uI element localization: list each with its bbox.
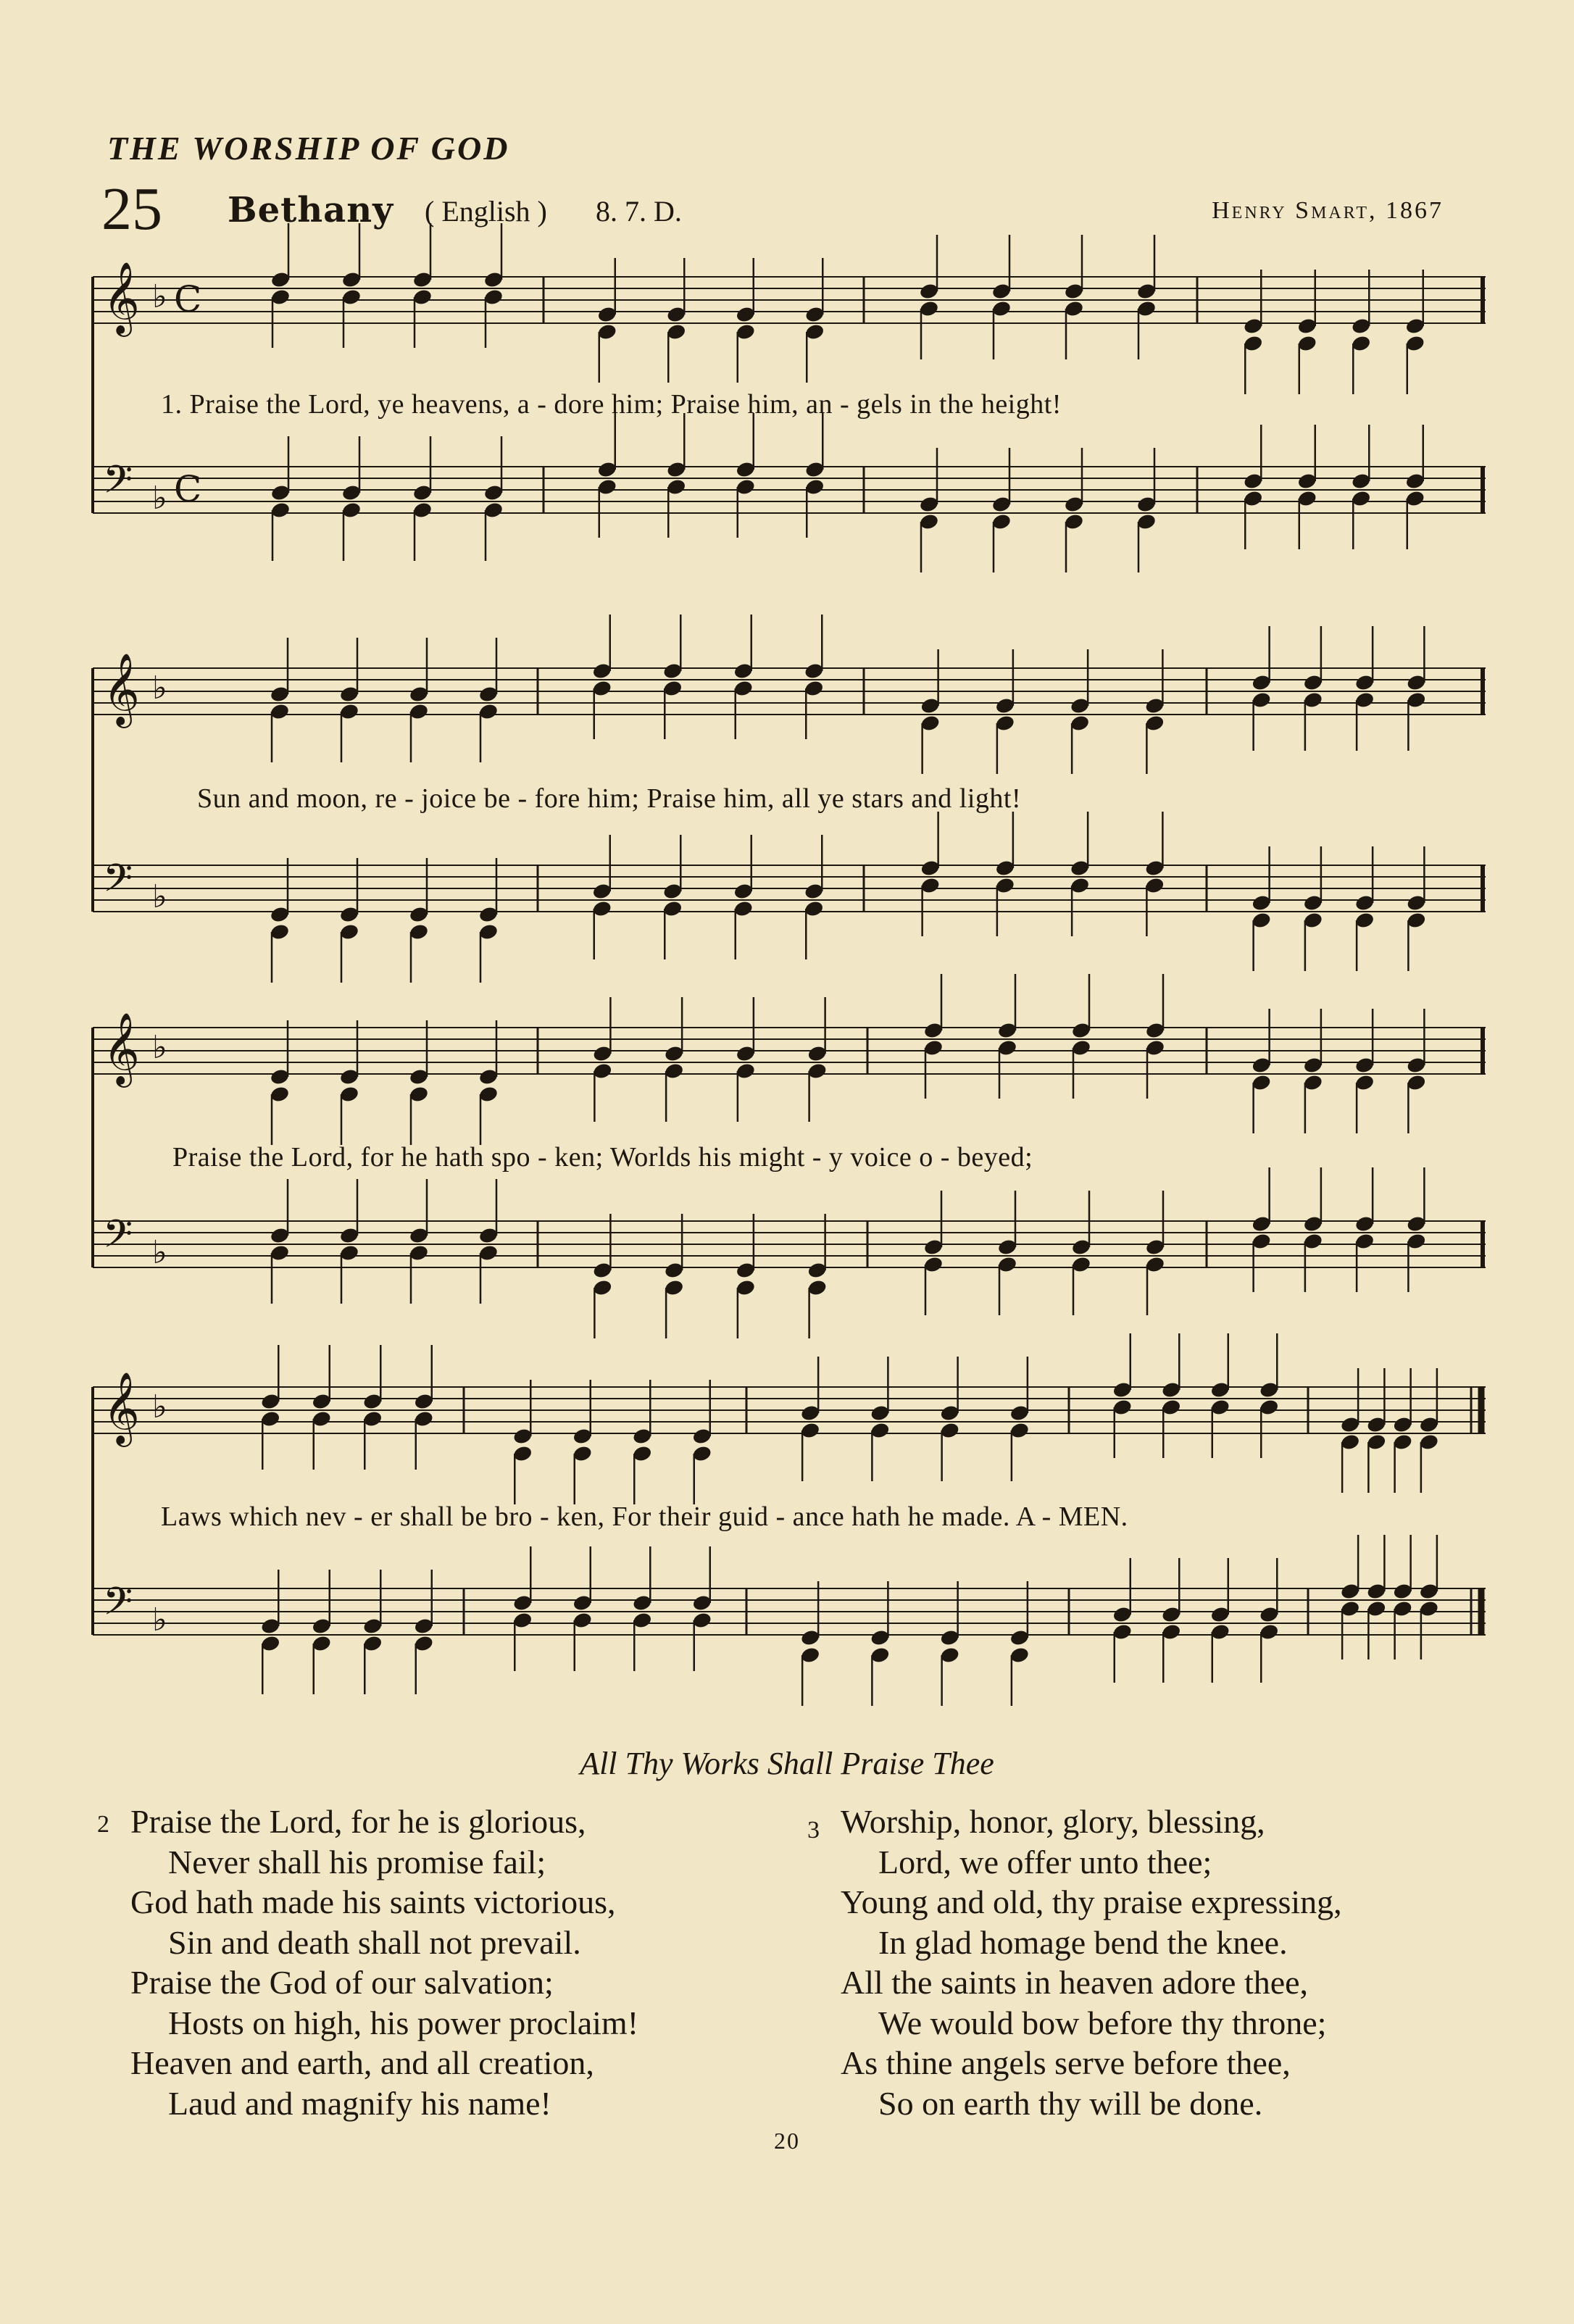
lyric-line-3: Praise the Lord, for he hath spo - ken; Worlds his might - y voice o - beyed; — [172, 1142, 1033, 1173]
verse-line: Worship, honor, glory, blessing, — [841, 1803, 1265, 1840]
flat-icon: ♭ — [152, 878, 167, 915]
verse-line: Young and old, thy praise expressing, — [841, 1883, 1342, 1920]
verse-line: All the saints in heaven adore thee, — [841, 1964, 1309, 2001]
tune-name: Bethany — [228, 190, 394, 230]
lyric-line-2: Sun and moon, re - joice be - fore him; Praise him, all ye stars and light! — [197, 783, 1022, 814]
flat-icon: ♭ — [152, 1602, 167, 1638]
verse-line: Heaven and earth, and all creation, — [130, 2044, 594, 2081]
bass-clef-icon: 𝄢 — [103, 857, 133, 910]
verse-number: 3 — [807, 1817, 820, 1844]
verse-line: Lord, we offer unto thee; — [878, 1843, 1212, 1881]
verse-line: Praise the Lord, for he is glorious, — [130, 1803, 586, 1840]
tune-meter: 8. 7. D. — [596, 195, 682, 228]
verse-line: Never shall his promise fail; — [168, 1843, 546, 1881]
section-title: THE WORSHIP OF GOD — [107, 130, 510, 167]
treble-clef-icon: 𝄞 — [103, 653, 140, 725]
time-signature-icon: C — [174, 468, 202, 510]
verse-number: 2 — [97, 1811, 109, 1838]
hymn-number: 25 — [101, 175, 162, 243]
flat-icon: ♭ — [152, 278, 167, 315]
verse-line: God hath made his saints victorious, — [130, 1883, 616, 1920]
verse-line: We would bow before thy throne; — [878, 2004, 1327, 2041]
hymn-subtitle: All Thy Works Shall Praise Thee — [580, 1746, 994, 1781]
treble-clef-icon: 𝄞 — [103, 1372, 140, 1444]
verse-line: Laud and magnify his name! — [168, 2084, 551, 2122]
flat-icon: ♭ — [152, 670, 167, 707]
tune-origin: ( English ) — [425, 195, 547, 228]
verse-3 — [807, 1802, 1342, 2123]
time-signature-icon: C — [174, 278, 202, 320]
bass-clef-icon: 𝄢 — [103, 1212, 133, 1266]
verse-line: In glad homage bend the knee. — [878, 1923, 1288, 1961]
bass-clef-icon: 𝄢 — [103, 1580, 133, 1633]
verse-2 — [97, 1802, 639, 2123]
flat-icon: ♭ — [152, 1234, 167, 1271]
verse-line: Praise the God of our salvation; — [130, 1964, 554, 2001]
bass-clef-icon: 𝄢 — [103, 458, 133, 512]
verse-line: As thine angels serve before thee, — [841, 2044, 1291, 2081]
verse-line: So on earth thy will be done. — [878, 2084, 1263, 2122]
flat-icon: ♭ — [152, 1029, 167, 1066]
flat-icon: ♭ — [152, 480, 167, 517]
lyric-line-4: Laws which nev - er shall be bro - ken, For their guid - ance hath he made. A - MEN. — [161, 1502, 1128, 1532]
verse-line: Sin and death shall not prevail. — [168, 1923, 581, 1961]
treble-clef-icon: 𝄞 — [103, 1012, 140, 1085]
composer: Henry Smart, 1867 — [1212, 197, 1444, 224]
verse-line: Hosts on high, his power proclaim! — [168, 2004, 639, 2041]
page-number: 20 — [774, 2128, 800, 2154]
flat-icon: ♭ — [152, 1388, 167, 1425]
lyric-line-1: 1. Praise the Lord, ye heavens, a - dore him; Praise him, an - gels in the height! — [161, 389, 1062, 420]
treble-clef-icon: 𝄞 — [103, 262, 140, 334]
